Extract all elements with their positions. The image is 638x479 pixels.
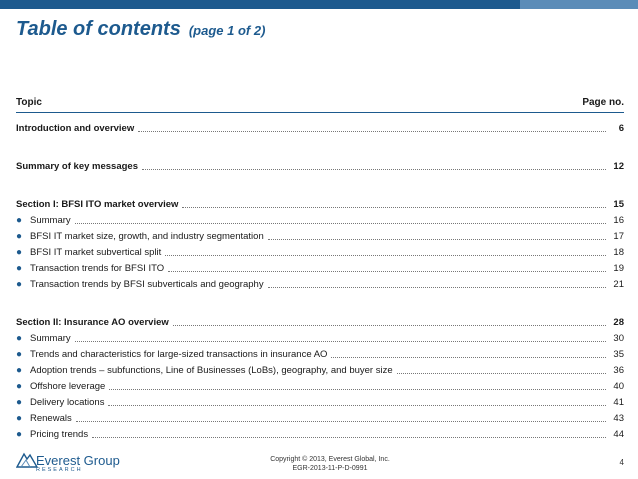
toc-entry-label: Introduction and overview — [16, 123, 135, 134]
toc-subitem-row — [16, 212, 624, 226]
document-id: EGR-2013-11-P-D-0991 — [292, 465, 368, 472]
toc-entry-page: 17 — [613, 231, 624, 242]
page-title-sub: (page 1 of 2) — [188, 23, 266, 38]
page-title-main: Table of contents — [16, 18, 181, 40]
page-number: 4 — [619, 458, 624, 467]
page-title — [16, 18, 265, 41]
toc-entry-label: Summary — [30, 215, 71, 226]
dot-leader — [75, 341, 606, 342]
toc-entry-page: 18 — [613, 247, 624, 258]
copyright-notice — [230, 455, 430, 473]
dot-leader — [142, 169, 606, 170]
toc-section-row — [16, 120, 624, 134]
toc-entry-label: Transaction trends by BFSI subverticals and geography — [30, 279, 264, 290]
toc-entry-page: 40 — [613, 381, 624, 392]
top-banner-accent — [520, 0, 638, 9]
toc-entry-label: Pricing trends — [30, 429, 89, 440]
dot-leader — [397, 373, 606, 374]
toc-entry-page: 6 — [618, 123, 624, 134]
dot-leader — [75, 223, 606, 224]
mountain-logo-icon — [16, 448, 38, 472]
logo-name: Everest Group — [36, 453, 120, 468]
toc-entry-page: 21 — [613, 279, 624, 290]
toc-entry-page: 30 — [613, 333, 624, 344]
dot-leader — [108, 405, 606, 406]
bullet-icon: ● — [16, 247, 23, 258]
toc-entry-page: 44 — [613, 429, 624, 440]
toc-subitem-row — [16, 260, 624, 274]
toc-entry-label: Transaction trends for BFSI ITO — [30, 263, 165, 274]
toc-subitem-row — [16, 244, 624, 258]
toc-entry-page: 36 — [613, 365, 624, 376]
toc-entry-label: Summary of key messages — [16, 161, 138, 172]
bullet-icon: ● — [16, 215, 23, 226]
header-divider — [16, 112, 624, 113]
dot-leader — [268, 239, 606, 240]
dot-leader — [109, 389, 606, 390]
toc-entry-label: Renewals — [30, 413, 72, 424]
toc-header-topic: Topic — [16, 97, 42, 108]
dot-leader — [331, 357, 606, 358]
dot-leader — [92, 437, 606, 438]
bullet-icon: ● — [16, 429, 23, 440]
toc-subitem-row — [16, 276, 624, 290]
top-banner — [0, 0, 638, 9]
bullet-icon: ● — [16, 381, 23, 392]
bullet-icon: ● — [16, 413, 23, 424]
toc-entry-label: BFSI IT market size, growth, and industry segmentation — [30, 231, 264, 242]
everest-group-logo — [16, 448, 126, 476]
dot-leader — [138, 131, 606, 132]
toc-entry-page: 16 — [613, 215, 624, 226]
toc-entry-label: BFSI IT market subvertical split — [30, 247, 162, 258]
toc-entry-label: Delivery locations — [30, 397, 105, 408]
toc-entry-page: 12 — [613, 161, 624, 172]
toc-entry-label: Summary — [30, 333, 71, 344]
bullet-icon: ● — [16, 263, 23, 274]
toc-subitem-row — [16, 362, 624, 376]
toc-header — [16, 97, 624, 111]
logo-subtitle: RESEARCH — [36, 467, 83, 473]
toc-subitem-row — [16, 426, 624, 440]
toc-entry-page: 35 — [613, 349, 624, 360]
bullet-icon: ● — [16, 231, 23, 242]
toc-subitem-row — [16, 346, 624, 360]
toc-entry-label: Trends and characteristics for large-sized transactions in insurance AO — [30, 349, 328, 360]
toc-subitem-row — [16, 378, 624, 392]
bullet-icon: ● — [16, 333, 23, 344]
dot-leader — [165, 255, 606, 256]
toc-section-row — [16, 158, 624, 172]
toc-subitem-row — [16, 410, 624, 424]
toc-subitem-row — [16, 394, 624, 408]
bullet-icon: ● — [16, 279, 23, 290]
dot-leader — [173, 325, 606, 326]
dot-leader — [182, 207, 606, 208]
toc-section-row — [16, 196, 624, 210]
toc-entry-label: Section I: BFSI ITO market overview — [16, 199, 179, 210]
dot-leader — [268, 287, 606, 288]
dot-leader — [76, 421, 606, 422]
toc-header-page: Page no. — [582, 97, 624, 108]
toc-entry-page: 19 — [613, 263, 624, 274]
toc-entry-page: 43 — [613, 413, 624, 424]
bullet-icon: ● — [16, 349, 23, 360]
copyright-text: Copyright © 2013, Everest Global, Inc. — [270, 456, 390, 463]
toc-entry-label: Section II: Insurance AO overview — [16, 317, 169, 328]
toc-entry-label: Adoption trends – subfunctions, Line of Businesses (LoBs), geography, and buyer size — [30, 365, 393, 376]
toc-entry-page: 28 — [613, 317, 624, 328]
dot-leader — [168, 271, 606, 272]
toc-entry-label: Offshore leverage — [30, 381, 106, 392]
toc-entry-page: 15 — [613, 199, 624, 210]
bullet-icon: ● — [16, 365, 23, 376]
toc-subitem-row — [16, 228, 624, 242]
toc-entry-page: 41 — [613, 397, 624, 408]
toc-subitem-row — [16, 330, 624, 344]
bullet-icon: ● — [16, 397, 23, 408]
toc-section-row — [16, 314, 624, 328]
